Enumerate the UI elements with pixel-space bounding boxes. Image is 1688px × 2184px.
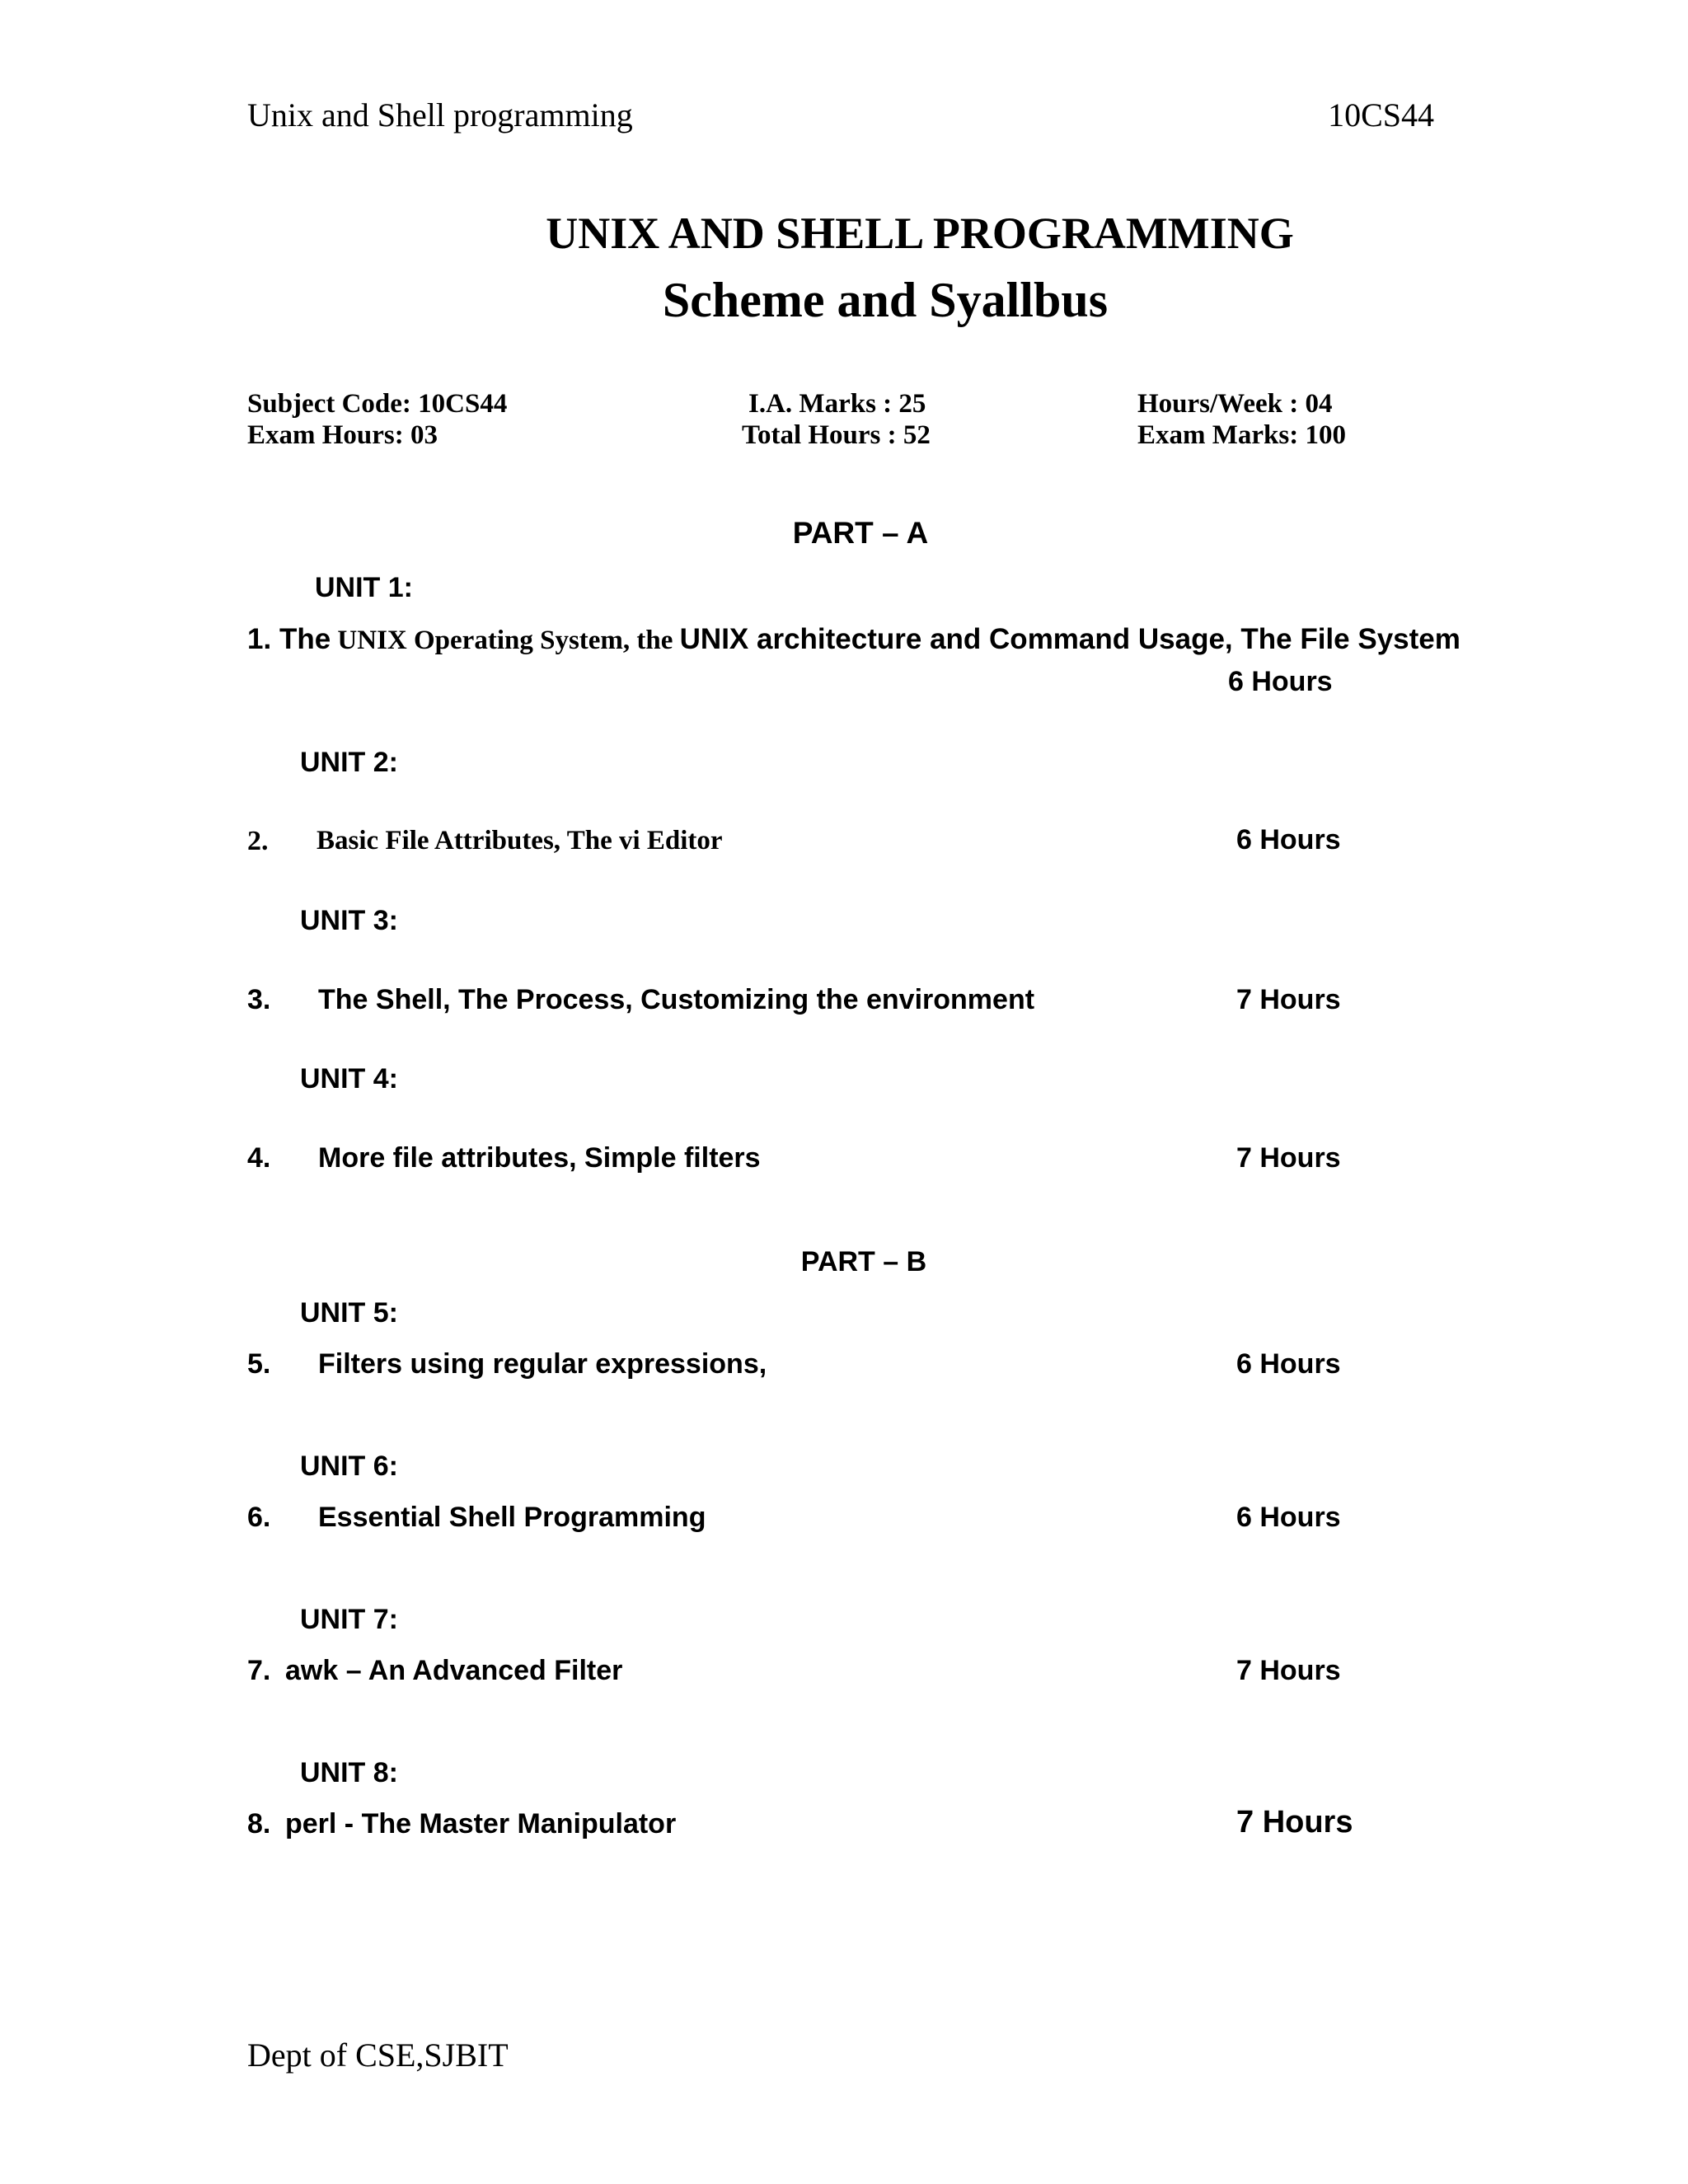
unit-6-topic: Essential Shell Programming bbox=[318, 1502, 706, 1533]
unit-1-number: 1. bbox=[247, 623, 272, 655]
unit-4-label: UNIT 4: bbox=[300, 1063, 398, 1094]
subject-code: Subject Code: 10CS44 bbox=[247, 389, 508, 419]
hours-per-week: Hours/Week : 04 bbox=[1137, 389, 1333, 419]
unit-2-label: UNIT 2: bbox=[300, 747, 398, 778]
unit-8-label: UNIT 8: bbox=[300, 1757, 398, 1788]
unit-3-hours: 7 Hours bbox=[1236, 984, 1341, 1015]
unit-3-label: UNIT 3: bbox=[300, 905, 398, 936]
unit-2-topic: Basic File Attributes, The vi Editor bbox=[316, 826, 723, 855]
unit-8-number: 8. bbox=[247, 1808, 271, 1840]
part-a-heading: PART – A bbox=[792, 516, 929, 550]
unit-7-number: 7. bbox=[247, 1655, 271, 1686]
unit-5-label: UNIT 5: bbox=[300, 1297, 398, 1329]
unit-6-label: UNIT 6: bbox=[300, 1451, 398, 1482]
unit-3-topic: The Shell, The Process, Customizing the environment bbox=[318, 984, 1035, 1015]
footer-department: Dept of CSE,SJBIT bbox=[247, 2036, 509, 2074]
document-subtitle: Scheme and Syallbus bbox=[662, 273, 1109, 327]
unit-5-topic: Filters using regular expressions, bbox=[318, 1348, 767, 1380]
unit-5-hours: 6 Hours bbox=[1236, 1348, 1341, 1380]
unit-1-topic bbox=[247, 623, 1461, 656]
total-hours: Total Hours : 52 bbox=[742, 420, 931, 450]
unit-1-topic-rest: UNIX architecture and Command Usage, The File System bbox=[679, 623, 1461, 655]
unit-7-hours: 7 Hours bbox=[1236, 1655, 1341, 1686]
unit-1-hours: 6 Hours bbox=[1228, 666, 1333, 697]
part-b-heading: PART – B bbox=[800, 1246, 927, 1277]
unit-7-topic: awk – An Advanced Filter bbox=[285, 1655, 623, 1686]
ia-marks: I.A. Marks : 25 bbox=[748, 389, 926, 419]
unit-4-number: 4. bbox=[247, 1142, 271, 1174]
unit-6-number: 6. bbox=[247, 1502, 271, 1533]
unit-1-topic-prefix: The bbox=[279, 623, 331, 655]
exam-hours: Exam Hours: 03 bbox=[247, 420, 438, 450]
unit-3-number: 3. bbox=[247, 984, 271, 1015]
unit-1-label: UNIT 1: bbox=[315, 572, 413, 603]
unit-2-number: 2. bbox=[247, 826, 269, 856]
unit-6-hours: 6 Hours bbox=[1236, 1502, 1341, 1533]
unit-8-topic: perl - The Master Manipulator bbox=[285, 1808, 677, 1840]
unit-1-topic-serif: UNIX Operating System, the bbox=[331, 626, 680, 655]
unit-5-number: 5. bbox=[247, 1348, 271, 1380]
exam-marks: Exam Marks: 100 bbox=[1137, 420, 1346, 450]
unit-4-topic: More file attributes, Simple filters bbox=[318, 1142, 761, 1174]
running-header-title: Unix and Shell programming bbox=[247, 96, 633, 134]
unit-8-hours: 7 Hours bbox=[1236, 1805, 1353, 1840]
unit-7-label: UNIT 7: bbox=[300, 1604, 398, 1635]
unit-4-hours: 7 Hours bbox=[1236, 1142, 1341, 1174]
unit-2-hours: 6 Hours bbox=[1236, 824, 1341, 855]
running-header-code: 10CS44 bbox=[1328, 96, 1434, 134]
document-title: UNIX AND SHELL PROGRAMMING bbox=[546, 209, 1294, 258]
